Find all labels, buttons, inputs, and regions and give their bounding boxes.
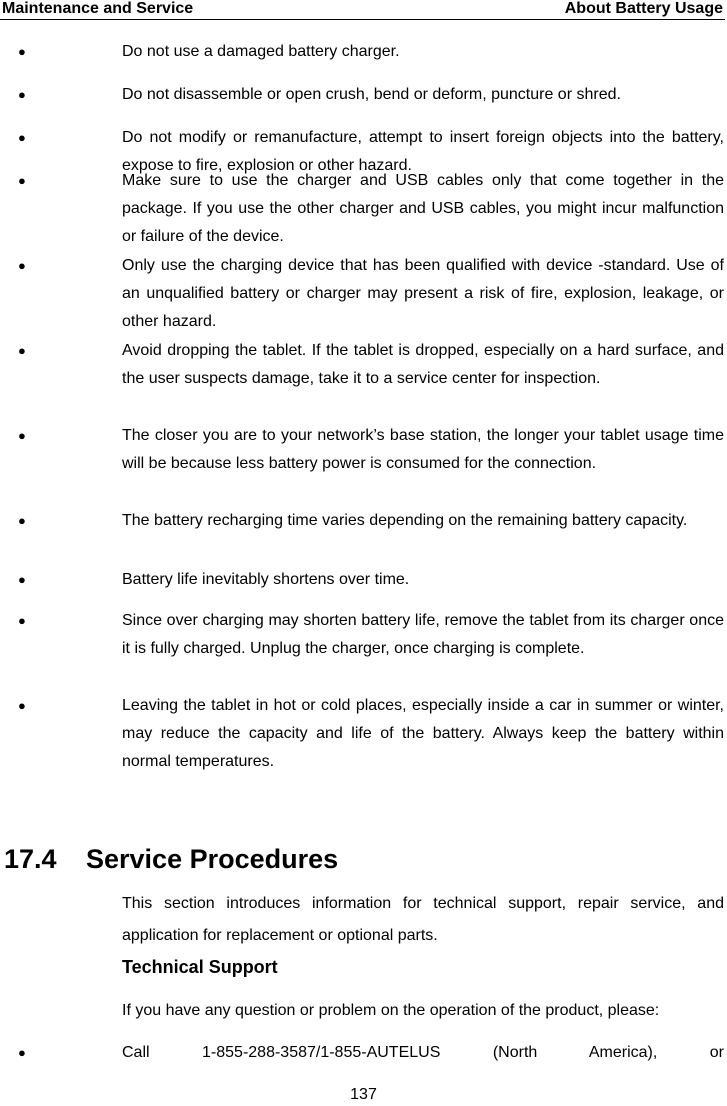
list-item-text: Only use the charging device that has been qualified with device -standard. Use of an unqualified battery or charger may present a risk of fire, explosion, leakage, or other hazard.	[122, 257, 724, 330]
bullet-icon: ●	[18, 698, 26, 713]
bullet-icon: ●	[18, 1045, 26, 1060]
list-item-text: Do not disassemble or open crush, bend or deform, puncture or shred.	[122, 86, 621, 103]
bullet-icon: ●	[18, 513, 26, 528]
list-item-text: Make sure to use the charger and USB cables only that come together in the package. If you use the other charger and USB cables, you might incur malfunction or failure of the device.	[122, 172, 724, 245]
section-heading	[4, 844, 338, 875]
bullet-icon: ●	[18, 343, 26, 358]
list-item-text: The closer you are to your network’s base station, the longer your tablet usage time will be because less battery power is consumed for the connection.	[122, 427, 724, 472]
page-header	[0, 0, 725, 20]
subsection-heading: Technical Support	[122, 957, 278, 977]
bullet-icon: ●	[18, 44, 26, 59]
section-intro: This section introduces information for technical support, repair service, and application for replacement or optional parts.	[122, 895, 724, 944]
header-chapter: Maintenance and Service	[2, 0, 194, 17]
list-item-text: Do not modify or remanufacture, attempt to insert foreign objects into the battery, expose to fire, explosion or other hazard.	[122, 129, 724, 174]
list-item-text: The battery recharging time varies depending on the remaining battery capacity.	[122, 512, 688, 529]
header-section: About Battery Usage	[564, 0, 723, 17]
section-title: Service Procedures	[86, 844, 339, 874]
list-item-text: Leaving the tablet in hot or cold places, especially inside a car in summer or winter, may reduce the capacity and life of the battery. Always keep the battery within normal temperatures.	[122, 697, 724, 770]
bullet-icon: ●	[18, 173, 26, 188]
list-item-text: Since over charging may shorten battery life, remove the tablet from its charger once it is fully charged. Unplug the charger, once charging is complete.	[122, 612, 724, 657]
page-number: 137	[350, 1086, 377, 1103]
list-item-text: Call 1-855-288-3587/1-855-AUTELUS (North America), or	[122, 1044, 724, 1061]
bullet-icon: ●	[18, 613, 26, 628]
bullet-icon: ●	[18, 130, 26, 145]
bullet-icon: ●	[18, 428, 26, 443]
subsection-intro: If you have any question or problem on the operation of the product, please:	[122, 1002, 660, 1019]
section-number: 17.4	[4, 844, 57, 874]
bullet-icon: ●	[18, 572, 26, 587]
list-item-text: Battery life inevitably shortens over time.	[122, 571, 410, 588]
bullet-icon: ●	[18, 87, 26, 102]
list-item-text: Avoid dropping the tablet. If the tablet is dropped, especially on a hard surface, and the user suspects damage, take it to a service center for inspection.	[122, 342, 724, 387]
list-item-text: Do not use a damaged battery charger.	[122, 43, 400, 60]
bullet-icon: ●	[18, 258, 26, 273]
